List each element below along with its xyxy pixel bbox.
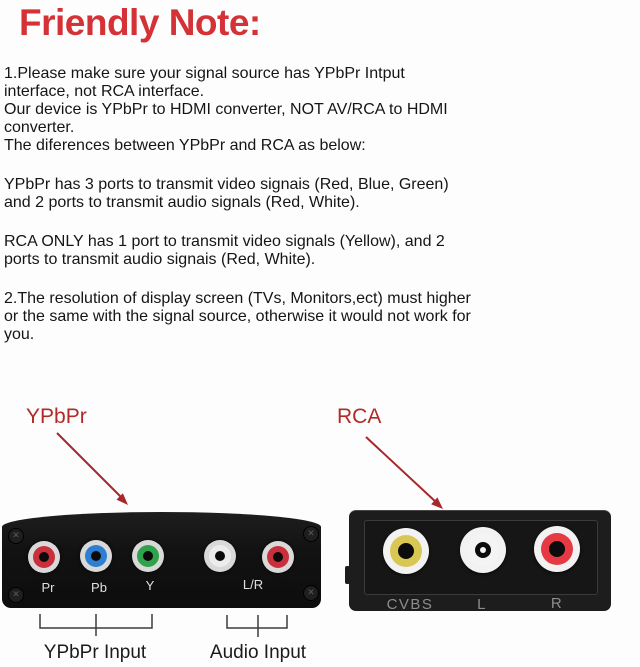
ypbpr-input-bracket: [40, 614, 152, 628]
r-audio-port-hole: [549, 541, 565, 557]
audio-red-port-hole: [273, 552, 283, 562]
lr-port-label: L/R: [242, 577, 264, 592]
audio-input-bracket: [227, 615, 287, 628]
device-notch: [345, 566, 350, 584]
audio-red-port: [262, 541, 294, 573]
note-line: 1.Please make sure your signal source has YPbPr Intput: [4, 65, 405, 82]
pb-port-label: Pb: [91, 580, 107, 595]
rca-arrowhead-icon: [431, 497, 443, 509]
screw-icon: ✕: [303, 526, 319, 542]
note-line: converter.: [4, 119, 75, 136]
pr-port-hole: [39, 552, 49, 562]
page-title: Friendly Note:: [19, 2, 261, 43]
note-text: [4, 44, 638, 365]
note-line: Our device is YPbPr to HDMI converter, NOT AV/RCA to HDMI: [4, 101, 448, 118]
rca-arrow: [366, 437, 437, 503]
screw-icon: ✕: [8, 528, 24, 544]
ypbpr-device-image: [2, 512, 321, 608]
ypbpr-callout-label: YPbPr: [26, 405, 87, 428]
note-line: 2.The resolution of display screen (TVs, Monitors,ect) must higher: [4, 290, 471, 307]
l-port-label: L: [477, 596, 487, 613]
note-line: or the same with the signal source, otherwise it would not work for: [4, 308, 471, 325]
y-port-hole: [143, 551, 153, 561]
note-line: RCA ONLY has 1 port to transmit video signals (Yellow), and 2: [4, 233, 445, 250]
r-port-label: R: [550, 595, 564, 612]
cvbs-port-hole: [398, 543, 414, 559]
audio-white-port: [204, 540, 236, 572]
note-line: ports to transmit audio signais (Red, White).: [4, 251, 316, 268]
pb-port: [80, 540, 112, 572]
note-line: The diferences between YPbPr and RCA as below:: [4, 137, 366, 154]
ypbpr-input-caption: YPbPr Input: [43, 642, 147, 663]
note-line: and 2 ports to transmit audio signals (Red, White).: [4, 194, 360, 211]
y-port: [132, 540, 164, 572]
l-audio-port-pin: [480, 547, 486, 553]
r-audio-port: [534, 526, 580, 572]
pb-port-hole: [91, 551, 101, 561]
ypbpr-arrowhead-icon: [117, 493, 129, 505]
screw-icon: ✕: [8, 587, 24, 603]
ypbpr-arrow: [57, 433, 122, 498]
rca-callout-label: RCA: [337, 405, 382, 428]
audio-white-port-hole: [215, 551, 225, 561]
cvbs-port: [383, 528, 429, 574]
cvbs-port-label: CVBS: [386, 596, 434, 613]
audio-input-caption: Audio Input: [209, 642, 307, 663]
rca-device-image: [349, 510, 611, 611]
note-line: you.: [4, 326, 35, 343]
y-port-label: Y: [145, 578, 155, 593]
note-line: interface, not RCA interface.: [4, 83, 205, 100]
pr-port-label: Pr: [41, 580, 55, 595]
note-line: YPbPr has 3 ports to transmit video signais (Red, Blue, Green): [4, 176, 449, 193]
l-audio-port: [460, 527, 506, 573]
pr-port: [28, 541, 60, 573]
screw-icon: ✕: [303, 585, 319, 601]
